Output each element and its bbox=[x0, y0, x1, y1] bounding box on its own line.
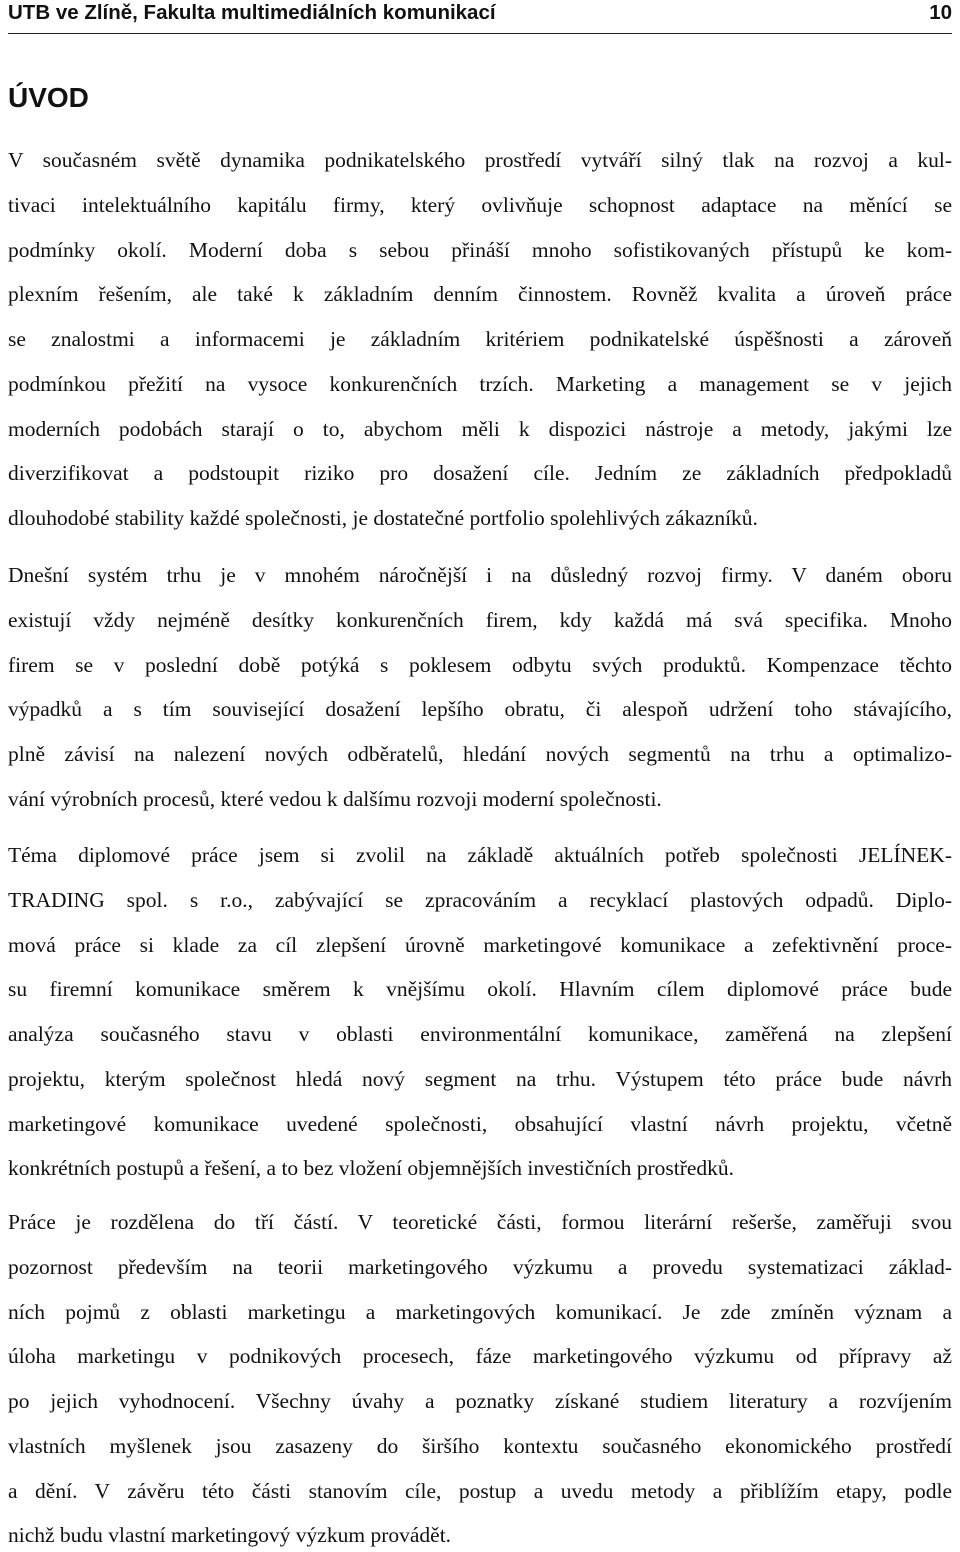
paragraph-3-line: projektu, kterým společnost hledá nový segment na trhu. Výstupem této práce bude návrh bbox=[8, 1066, 952, 1091]
paragraph-1-line: podmínky okolí. Moderní doba s sebou přináší mnoho sofistikovaných přístupů ke kom- bbox=[8, 237, 952, 262]
paragraph-1-line: plexním řešením, ale také k základním denním činnostem. Rovněž kvalita a úroveň práce bbox=[8, 282, 952, 307]
paragraph-1-line: se znalostmi a informacemi je základním kritériem podnikatelské úspěšnosti a zároveň bbox=[8, 327, 952, 351]
paragraph-4-line: nichž budu vlastní marketingový výzkum provádět. bbox=[8, 1523, 452, 1548]
paragraph-3-line: konkrétních postupů a řešení, a to bez vložení objemnějších investičních prostředků. bbox=[8, 1156, 735, 1181]
section-heading: ÚVOD bbox=[8, 82, 89, 113]
paragraph-4-line: a dění. V závěru této části stanovím cíle, postup a uvedu metody a přiblížím etapy, podle bbox=[8, 1478, 952, 1503]
paragraph-1-line: diverzifikovat a podstoupit riziko pro dosažení cíle. Jedním ze základních předpokladů bbox=[8, 461, 952, 486]
paragraph-3-line: analýza současného stavu v oblasti environmentální komunikace, zaměřená na zlepšení bbox=[8, 1022, 952, 1046]
paragraph-3-line: marketingové komunikace uvedené společnosti, obsahující vlastní návrh projektu, včetně bbox=[8, 1111, 952, 1136]
paragraph-3-line: TRADING spol. s r.o., zabývající se zpracováním a recyklací plastových odpadů. Diplo- bbox=[8, 887, 952, 912]
paragraph-4-line: úloha marketingu v podnikových procesech, fáze marketingového výzkumu od přípravy až bbox=[8, 1344, 952, 1369]
header-divider bbox=[8, 33, 952, 34]
paragraph-1-line: dlouhodobé stability každé společnosti, je dostatečné portfolio spolehlivých zákazníků. bbox=[8, 506, 758, 530]
paragraph-3-line: mová práce si klade za cíl zlepšení úrovně marketingové komunikace a zefektivnění proce- bbox=[8, 932, 952, 957]
paragraph-2-line: firem se v poslední době potýká s poklesem odbytu svých produktů. Kompenzace těchto bbox=[8, 652, 952, 677]
paragraph-4-line: ních pojmů z oblasti marketingu a marketingových komunikací. Je zde zmíněn význam a bbox=[8, 1299, 952, 1324]
paragraph-4-line: pozornost především na teorii marketingového výzkumu a provedu systematizaci základ- bbox=[8, 1254, 952, 1279]
paragraph-1-line: tivaci intelektuálního kapitálu firmy, který ovlivňuje schopnost adaptace na měnící se bbox=[8, 192, 952, 217]
paragraph-4-line: vlastních myšlenek jsou zasazeny do širšího kontextu současného ekonomického prostředí bbox=[8, 1433, 952, 1458]
paragraph-1-line: moderních podobách starají o to, abychom měli k dispozici nástroje a metody, jakými lze bbox=[8, 416, 952, 441]
paragraph-2-line: výpadků a s tím související dosažení lepšího obratu, či alespoň udržení toho stávajícího, bbox=[8, 697, 952, 722]
page-number: 10 bbox=[929, 1, 952, 24]
paragraph-4-line: Práce je rozdělena do tří částí. V teoretické části, formou literární rešerše, zaměřuji svou bbox=[8, 1210, 952, 1234]
paragraph-3-line: su firemní komunikace směrem k vnějšímu okolí. Hlavním cílem diplomové práce bude bbox=[8, 977, 952, 1002]
paragraph-3-line: Téma diplomové práce jsem si zvolil na základě aktuálních potřeb společnosti JELÍNEK- bbox=[8, 843, 952, 867]
running-header bbox=[8, 0, 952, 28]
paragraph-2-line: existují vždy nejméně desítky konkurenčních firem, kdy každá má svá specifika. Mnoho bbox=[8, 607, 952, 632]
paragraph-1-line: V současném světě dynamika podnikatelského prostředí vytváří silný tlak na rozvoj a kul- bbox=[8, 148, 952, 172]
paragraph-4-line: po jejich vyhodnocení. Všechny úvahy a poznatky získané studiem literatury a rozvíjením bbox=[8, 1389, 952, 1413]
paragraph-2-line: plně závisí na nalezení nových odběratelů, hledání nových segmentů na trhu a optimalizo- bbox=[8, 742, 952, 766]
paragraph-1-line: podmínkou přežití na vysoce konkurenčních trzích. Marketing a management se v jejich bbox=[8, 371, 952, 396]
paragraph-2-line: Dnešní systém trhu je v mnohém náročnější i na důsledný rozvoj firmy. V daném oboru bbox=[8, 563, 952, 587]
header-school-name: UTB ve Zlíně, Fakulta multimediálních komunikací bbox=[8, 1, 496, 24]
paragraph-2-line: vání výrobních procesů, které vedou k dalšímu rozvoji moderní společnosti. bbox=[8, 786, 662, 811]
